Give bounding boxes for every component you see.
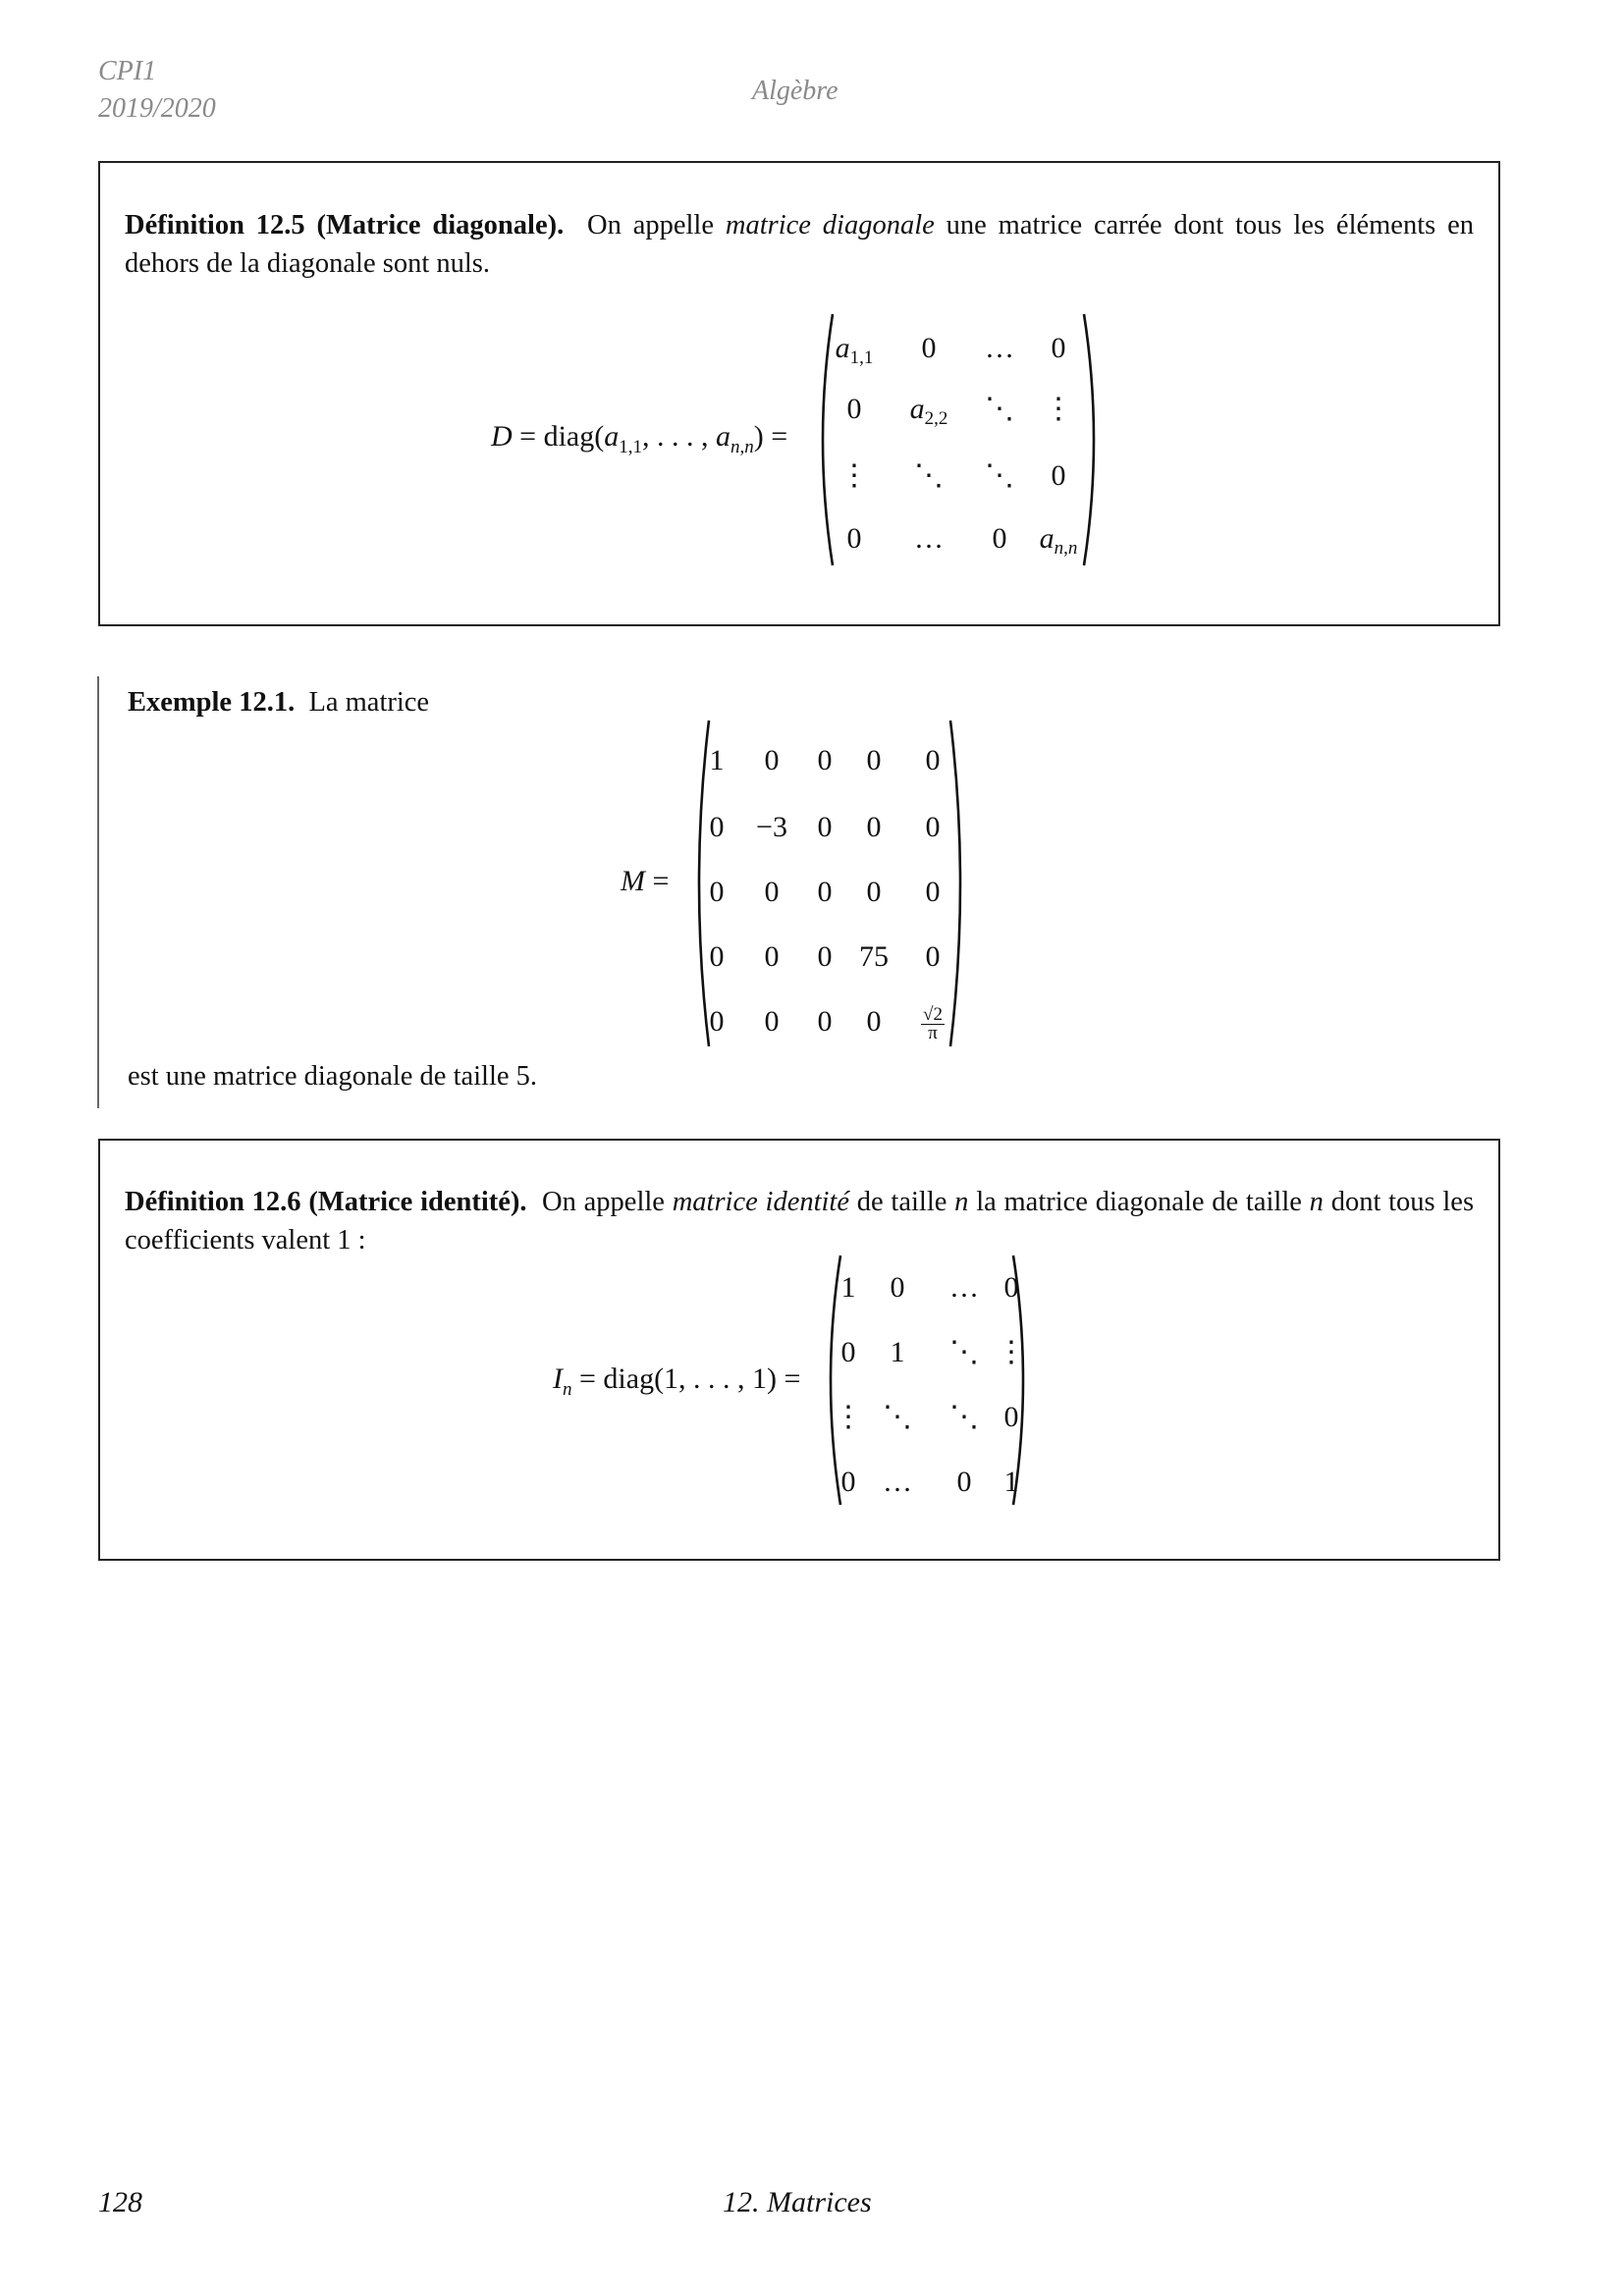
matrix-example xyxy=(687,719,972,1048)
matrix-cell: ⋱ xyxy=(914,459,944,492)
matrix-cell: 0 xyxy=(992,522,1007,555)
matrix-cell: 0 xyxy=(817,1005,833,1038)
matrix-cell: … xyxy=(985,332,1014,364)
matrix-cell: 0 xyxy=(709,811,725,843)
definition-title: Définition 12.5 (Matrice diagonale). xyxy=(125,210,565,240)
matrix-cell: ⋮ xyxy=(834,1401,863,1433)
matrix-cell: 0 xyxy=(709,876,725,908)
matrix-cell: 0 xyxy=(925,811,941,843)
example-intro-text: La matrice xyxy=(308,687,430,718)
matrix-cell: 0 xyxy=(764,744,780,776)
example-conclusion: est une matrice diagonale de taille 5. xyxy=(128,1061,538,1092)
equation-lhs-d: $D = diag(a_{1,1}$, . . . , $a_{n,n}$) = xyxy=(491,420,788,457)
matrix-cell: 0 xyxy=(866,811,882,843)
matrix-cell: −3 xyxy=(756,811,787,843)
example-left-rule xyxy=(97,676,99,1108)
matrix-cell: 1 xyxy=(1003,1466,1019,1498)
matrix-cell: $a_{1,1}$ xyxy=(835,332,874,368)
definition-text: de taille xyxy=(856,1187,947,1217)
matrix-cell: ⋱ xyxy=(883,1401,912,1433)
matrix-cell: 0 xyxy=(709,1005,725,1038)
matrix-cell: ⋮ xyxy=(839,459,869,492)
example-12-1-intro xyxy=(128,683,1011,721)
matrix-cell: 0 xyxy=(764,1005,780,1038)
header-course: CPI1 xyxy=(98,56,157,86)
matrix-cell: 0 xyxy=(956,1466,972,1498)
matrix-cell: 0 xyxy=(925,876,941,908)
matrix-cell: 0 xyxy=(925,744,941,776)
matrix-cell: 0 xyxy=(1003,1401,1019,1433)
matrix-cell: 0 xyxy=(925,940,941,973)
definition-text: une matrice carrée dont tous les éléments en dehors de la diagonale sont nuls. xyxy=(125,210,1474,279)
matrix-cell: ⋱ xyxy=(949,1401,979,1433)
matrix-cell: 1 xyxy=(890,1336,905,1368)
matrix-cell: 0 xyxy=(921,332,937,364)
chapter-title: 12. Matrices xyxy=(723,2186,872,2218)
matrix-cell: 75 xyxy=(859,940,889,973)
matrix-cell: 1 xyxy=(840,1271,856,1304)
matrix-cell: ⋱ xyxy=(949,1336,979,1368)
matrix-cell: 0 xyxy=(840,1466,856,1498)
matrix-diagonal-general xyxy=(811,312,1106,567)
definition-text: la matrice diagonale de taille xyxy=(976,1187,1302,1217)
matrix-cell: 0 xyxy=(840,1336,856,1368)
variable-n: n xyxy=(1309,1187,1324,1217)
matrix-cell: … xyxy=(949,1271,979,1304)
definition-text: On appelle xyxy=(586,210,714,240)
definition-12-6-text xyxy=(125,1183,1474,1259)
matrix-cell: ⋮ xyxy=(1044,393,1073,425)
matrix-cell: 0 xyxy=(866,876,882,908)
matrix-cell: 0 xyxy=(866,744,882,776)
matrix-cell: 0 xyxy=(846,522,862,555)
matrix-cell: … xyxy=(883,1466,912,1498)
equation-lhs-m: M = xyxy=(621,865,670,897)
matrix-cell: 0 xyxy=(846,393,862,425)
header-subject: Algèbre xyxy=(752,76,839,106)
matrix-cell: 0 xyxy=(866,1005,882,1038)
matrix-cell: ⋱ xyxy=(985,393,1014,425)
matrix-cell: 0 xyxy=(890,1271,905,1304)
matrix-cell: 0 xyxy=(1051,459,1066,492)
definition-text: On appelle xyxy=(542,1187,665,1217)
variable-n: n xyxy=(954,1187,969,1217)
equation-lhs-identity: $I_n$ = diag(1, . . . , 1) = xyxy=(553,1362,801,1400)
matrix-identity xyxy=(819,1254,1035,1507)
definition-term: matrice diagonale xyxy=(725,210,935,240)
matrix-cell: ⋱ xyxy=(985,459,1014,492)
matrix-cell: 0 xyxy=(817,876,833,908)
matrix-cell: 1 xyxy=(709,744,725,776)
matrix-cell: 0 xyxy=(709,940,725,973)
matrix-cell: ⋮ xyxy=(997,1336,1026,1368)
matrix-cell: 0 xyxy=(817,744,833,776)
matrix-cell: $a_{n,n}$ xyxy=(1039,522,1078,559)
matrix-cell: 0 xyxy=(1051,332,1066,364)
matrix-cell: $a_{2,2}$ xyxy=(909,393,948,429)
page-number: 128 xyxy=(98,2186,142,2218)
matrix-cell: 0 xyxy=(817,811,833,843)
matrix-cell: 0 xyxy=(817,940,833,973)
example-title: Exemple 12.1. xyxy=(128,687,296,718)
matrix-cell: … xyxy=(914,522,944,555)
definition-title: Définition 12.6 (Matrice identité). xyxy=(125,1187,527,1217)
matrix-cell: $\frac{√2}{\pi}$ xyxy=(923,1003,943,1043)
matrix-cell: 0 xyxy=(764,940,780,973)
definition-term: matrice identité xyxy=(672,1187,849,1217)
definition-text: dont tous les coefficients valent 1 : xyxy=(125,1187,1475,1255)
matrix-cell: 0 xyxy=(764,876,780,908)
matrix-cell: 0 xyxy=(1003,1271,1019,1304)
header-year: 2019/2020 xyxy=(98,93,216,124)
definition-12-5-text xyxy=(125,206,1474,283)
